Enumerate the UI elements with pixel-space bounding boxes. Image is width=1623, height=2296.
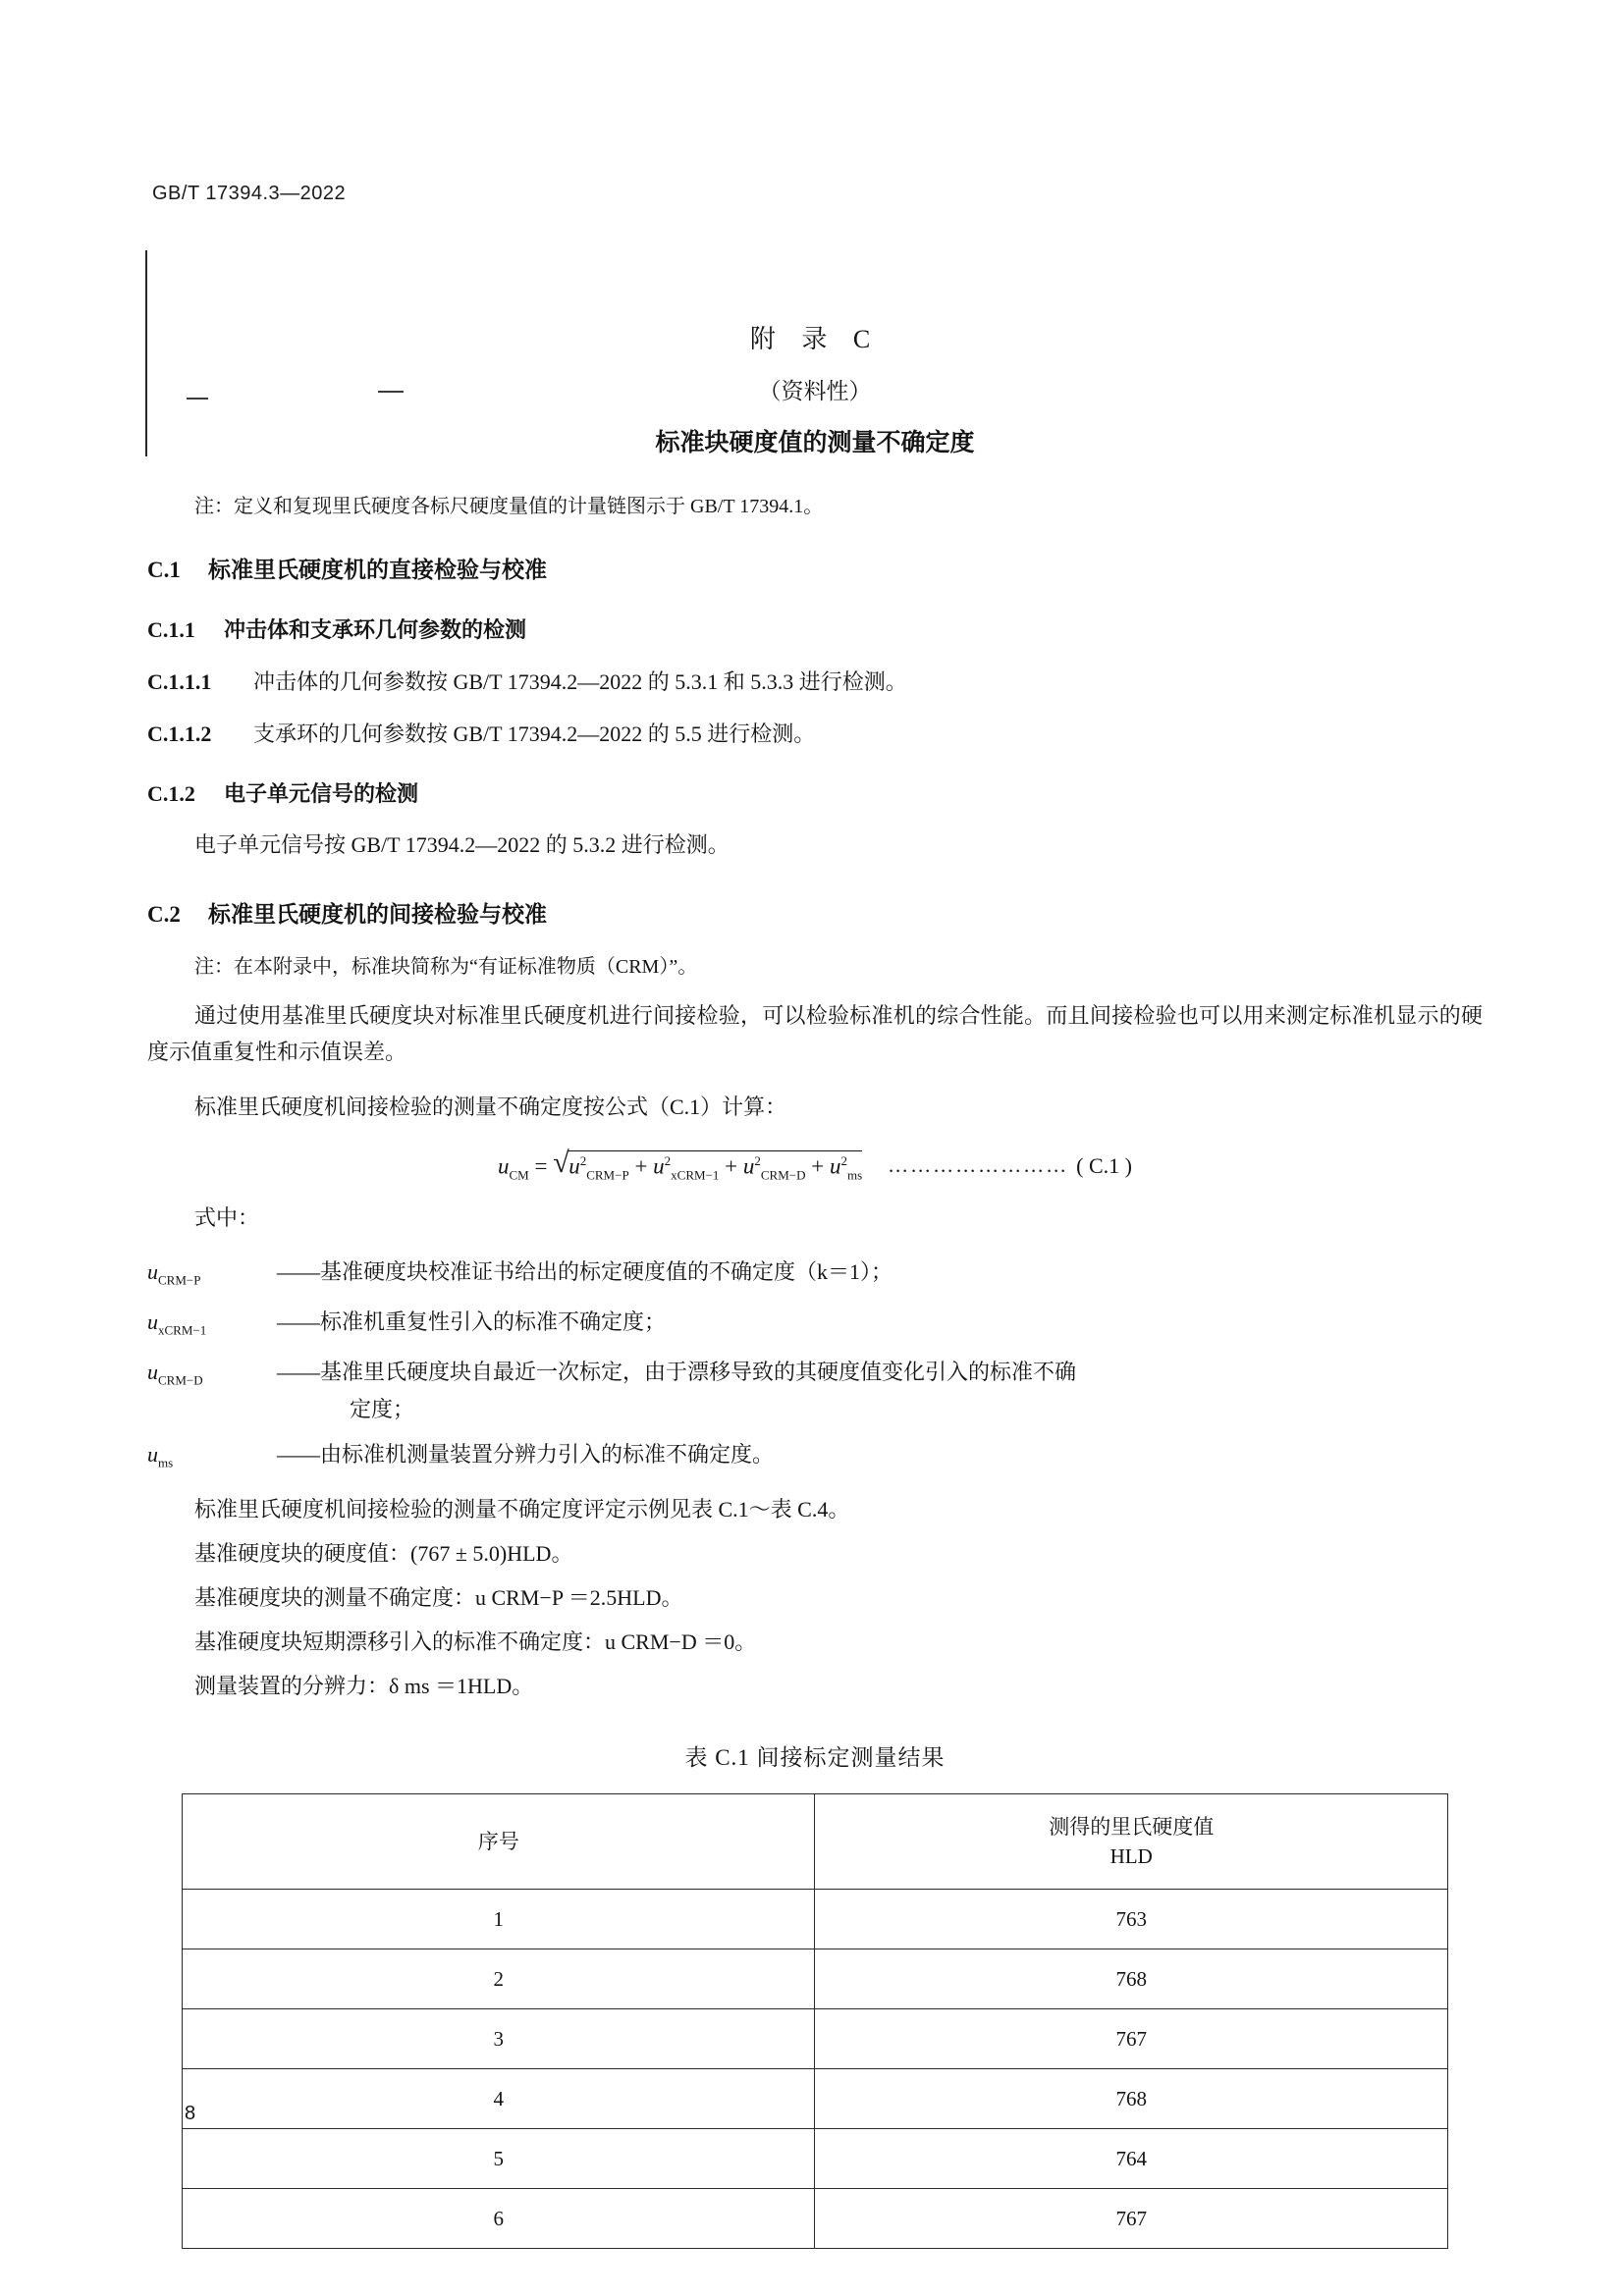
paragraph-text-c112: 支承环的几何参数按 GB/T 17394.2—2022 的 5.5 进行检测。 xyxy=(253,721,816,746)
appendix-name: 标准块硬度值的测量不确定度 xyxy=(655,430,975,456)
closing-lines xyxy=(147,1493,1483,1700)
closing-line: 基准硬度块的硬度值：(767 ± 5.0)HLD。 xyxy=(194,1541,573,1567)
paragraph-number-c112: C.1.1.2 xyxy=(147,721,212,746)
closing-line: 基准硬度块的测量不确定度：u CRM−P ＝2.5HLD。 xyxy=(194,1585,683,1611)
definition-symbol: $u_{CRM-D}$ xyxy=(147,1360,203,1388)
definition-row xyxy=(147,1255,1483,1291)
section-heading-c11 xyxy=(147,614,1483,644)
table-cell-value: 767 xyxy=(815,2189,1448,2249)
paragraph-c12-body: 电子单元信号按 GB/T 17394.2—2022 的 5.3.2 进行检测。 xyxy=(194,832,730,857)
table-cell-no: 4 xyxy=(183,2069,815,2129)
closing-line: 基准硬度块短期漂移引入的标准不确定度：u CRM−D ＝0。 xyxy=(194,1629,757,1655)
table-header-row xyxy=(183,1794,1448,1890)
closing-line: 标准里氏硬度机间接检验的测量不确定度评定示例见表 C.1～表 C.4。 xyxy=(194,1497,850,1522)
section-number-c11: C.1.1 xyxy=(147,617,195,642)
formula-number: ( C.1 ) xyxy=(1076,1152,1132,1178)
table-row xyxy=(183,1890,1448,1949)
closing-line: 测量装置的分辨力：δ ms ＝1HLD。 xyxy=(194,1674,534,1699)
paragraph-c112 xyxy=(147,718,1483,748)
section-title-c11: 冲击体和支承环几何参数的检测 xyxy=(224,617,527,642)
paragraph-number-c111: C.1.1.1 xyxy=(147,669,212,694)
definition-text: ——由标准机测量装置分辨力引入的标准不确定度。 xyxy=(277,1442,775,1468)
table-cell-no: 5 xyxy=(183,2129,815,2189)
table-cell-no: 3 xyxy=(183,2009,815,2069)
section-c2-paragraph-1: 通过使用基准里氏硬度块对标准里氏硬度机进行间接检验，可以检验标准机的综合性能。而且间接检验也可以用来测定标准机显示的硬度示值重复性和示值误差。 xyxy=(147,1003,1483,1064)
paragraph-c111 xyxy=(147,666,1483,696)
table-cell-value: 767 xyxy=(815,2009,1448,2069)
definition-text: ——基准里氏硬度块自最近一次标定，由于漂移导致的其硬度值变化引入的标准不确 xyxy=(277,1360,1077,1385)
formula-c1-row xyxy=(147,1148,1483,1183)
table-header-value-line1: 测得的里氏硬度值 xyxy=(1049,1815,1215,1840)
appendix-title: 附 录 C xyxy=(749,325,881,353)
table-row xyxy=(183,2189,1448,2249)
formula-c1: $u_{CM}$ = √ $u^2_{CRM-P} + u^2_{xCRM-1} + u^2_{CRM-D} + u^2_{ms}$ xyxy=(498,1148,862,1183)
section-title-c2: 标准里氏硬度机的间接检验与校准 xyxy=(208,902,547,928)
definition-symbol: $u_{xCRM-1}$ xyxy=(147,1308,207,1338)
table-cell-no: 2 xyxy=(183,1949,815,2009)
table-cell-value: 763 xyxy=(815,1890,1448,1949)
table-cell-no: 1 xyxy=(183,1890,815,1949)
table-header-cell-no: 序号 xyxy=(183,1794,815,1890)
definition-symbol: $u_{ms}$ xyxy=(147,1442,174,1470)
definition-text: ——基准硬度块校准证书给出的标定硬度值的不确定度（k＝1）； xyxy=(277,1258,893,1284)
table-cell-value: 768 xyxy=(815,2069,1448,2129)
section-heading-c1 xyxy=(147,552,1483,584)
definition-row xyxy=(147,1305,1483,1341)
paragraph-text-c111: 冲击体的几何参数按 GB/T 17394.2—2022 的 5.3.1 和 5.3.3 进行检测。 xyxy=(253,669,907,694)
section-heading-c12 xyxy=(147,777,1483,808)
page-content xyxy=(147,294,1483,2249)
definition-text: ——标准机重复性引入的标准不确定度； xyxy=(277,1308,667,1334)
section-number-c1: C.1 xyxy=(147,558,181,582)
appendix-note: 注：定义和复现里氏硬度各标尺硬度量值的计量链图示于 GB/T 17394.1。 xyxy=(194,496,824,517)
section-title-c1: 标准里氏硬度机的直接检验与校准 xyxy=(208,558,547,582)
definition-symbol: $u_{CRM-P}$ xyxy=(147,1258,201,1288)
indirect-calibration-table xyxy=(182,1793,1448,2249)
table-cell-value: 768 xyxy=(815,1949,1448,2009)
appendix-type: （资料性） xyxy=(758,379,872,403)
table-caption: 表 C.1 间接标定测量结果 xyxy=(684,1745,946,1771)
section-c2-note: 注：在本附录中，标准块简称为“有证标准物质（CRM）”。 xyxy=(194,956,698,979)
table-cell-value: 764 xyxy=(815,2129,1448,2189)
definition-continuation: 定度； xyxy=(350,1397,415,1422)
symbol-definitions xyxy=(147,1255,1483,1474)
section-number-c2: C.2 xyxy=(147,902,181,928)
definition-row xyxy=(147,1437,1483,1473)
table-header-cell-value xyxy=(815,1794,1448,1890)
section-heading-c2 xyxy=(147,896,1483,929)
table-header-value-line2: HLD xyxy=(1109,1844,1153,1869)
table-row xyxy=(183,2009,1448,2069)
table-cell-no: 6 xyxy=(183,2189,815,2249)
table-row xyxy=(183,2069,1448,2129)
whereof-label: 式中： xyxy=(194,1205,260,1231)
section-c2-paragraph-2: 标准里氏硬度机间接检验的测量不确定度按公式（C.1）计算： xyxy=(194,1094,787,1119)
page-header: GB/T 17394.3—2022 xyxy=(152,183,347,204)
definition-row xyxy=(147,1355,1483,1391)
page-number: 8 xyxy=(185,2103,196,2124)
formula-leader-dots: …………………… xyxy=(888,1153,1069,1178)
table-row xyxy=(183,1949,1448,2009)
section-title-c12: 电子单元信号的检测 xyxy=(224,781,419,806)
section-number-c12: C.1.2 xyxy=(147,781,195,806)
table-row xyxy=(183,2129,1448,2189)
